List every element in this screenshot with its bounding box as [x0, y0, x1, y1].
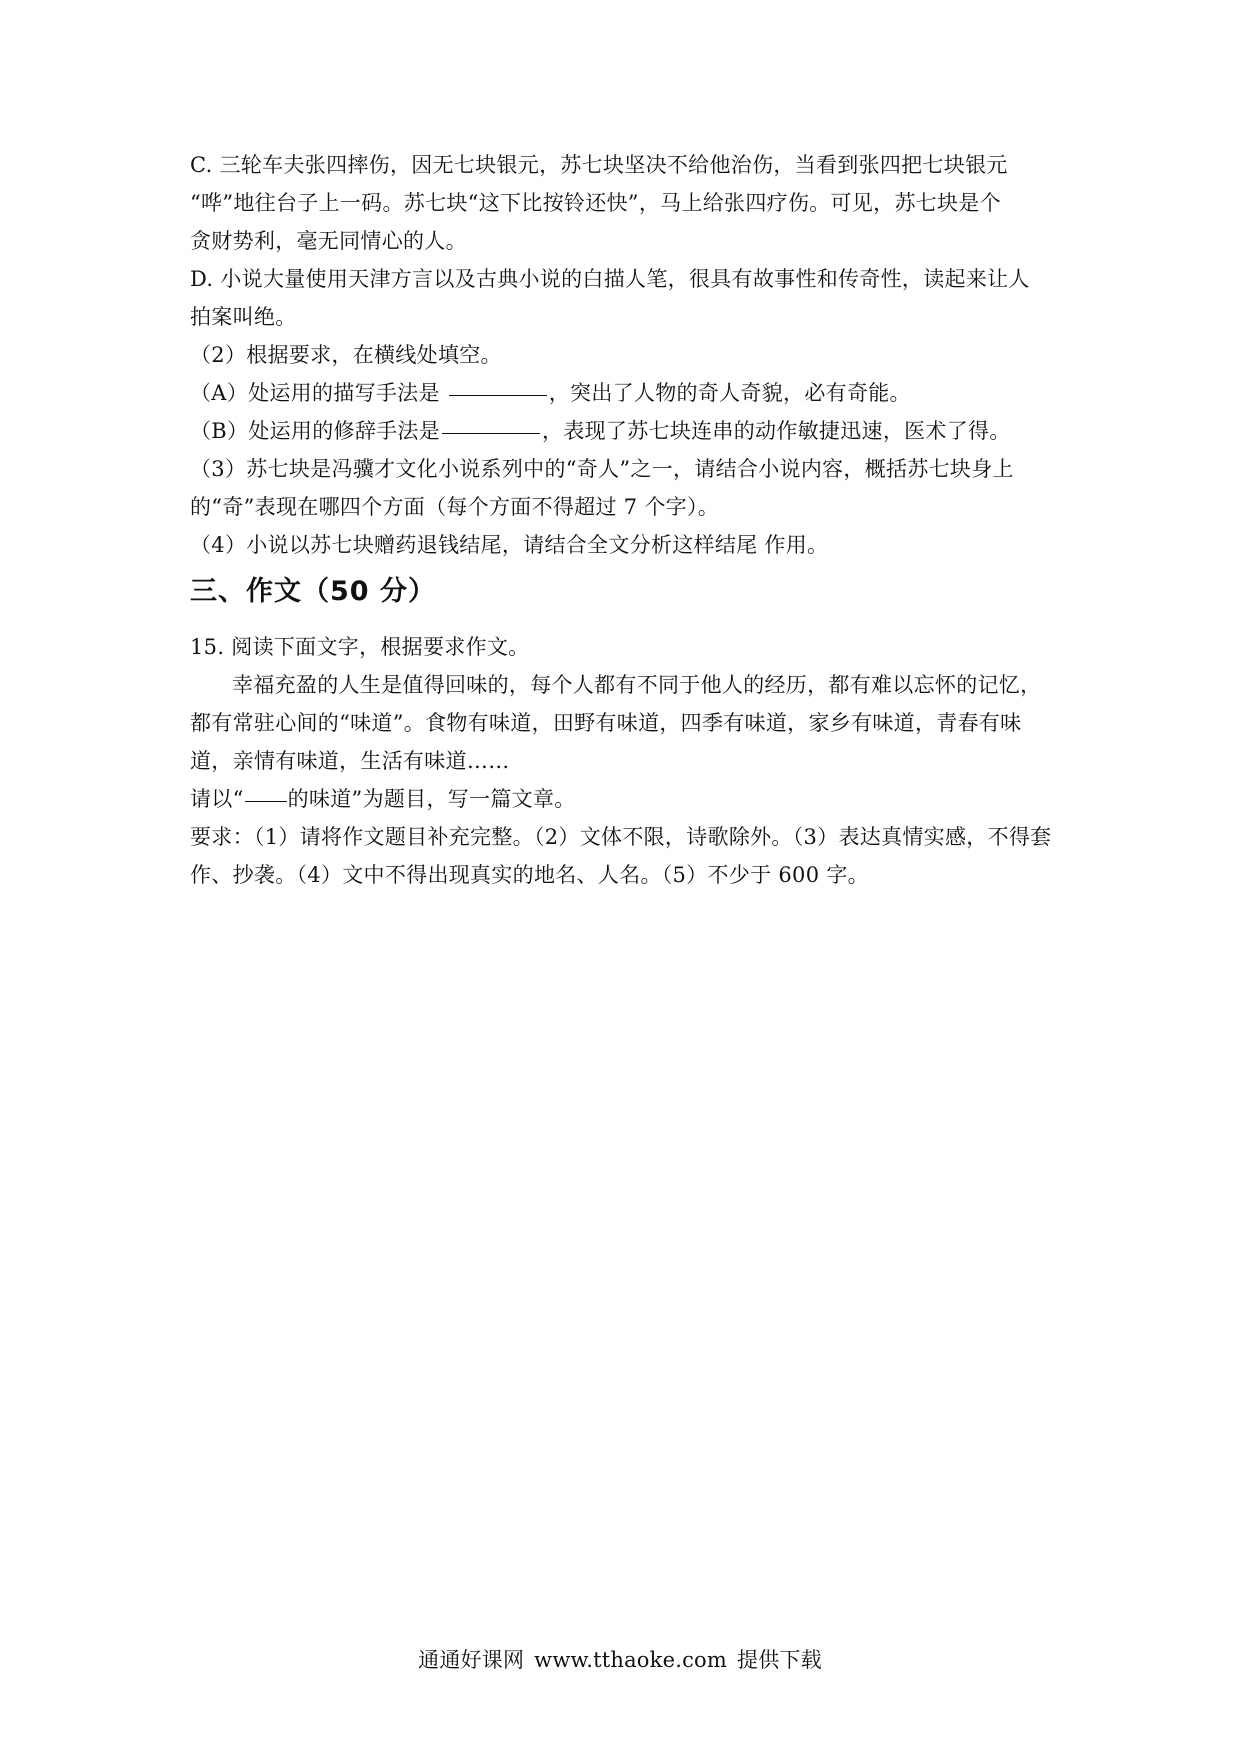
option-d-line-1: D. 小说大量使用天津方言以及古典小说的白描人笔，很具有故事性和传奇性，读起来让人 — [190, 267, 1030, 291]
page-footer — [0, 1646, 1240, 1674]
fill-a-suffix: ，突出了人物的奇人奇貌，必有奇能。 — [548, 381, 911, 405]
prompt-line-3: 道，亲情有味道，生活有味道…… — [190, 749, 510, 773]
option-c-line-1: C. 三轮车夫张四摔伤，因无七块银元，苏七块坚决不给他治伤，当看到张四把七块银元 — [190, 153, 1008, 177]
question-3-line-1: （3）苏七块是冯骥才文化小说系列中的“奇人”之一，请结合小说内容，概括苏七块身上 — [190, 457, 1014, 481]
fill-b-blank[interactable] — [442, 433, 540, 434]
footer-site-name: 通通好课网 — [418, 1648, 525, 1672]
prompt-line-2: 都有常驻心间的“味道”。食物有味道，田野有味道，四季有味道，家乡有味道，青春有味 — [190, 711, 1022, 735]
fill-b-suffix: ，表现了苏七块连串的动作敏捷迅速，医术了得。 — [542, 419, 1011, 443]
question-3-line-2: 的“奇”表现在哪四个方面（每个方面不得超过 7 个字）。 — [190, 495, 720, 519]
fill-a-prefix: （A）处运用的描写手法是 — [190, 381, 447, 405]
document-content — [190, 146, 1060, 894]
option-c-line-2: “哗”地往台子上一码。苏七块“这下比按铃还快”，马上给张四疗伤。可见，苏七块是个 — [190, 191, 1001, 215]
footer-provider-text: 提供下载 — [737, 1648, 822, 1672]
requirements-line-1: 要求：（1）请将作文题目补充完整。（2）文体不限，诗歌除外。（3）表达真情实感，不得套 — [190, 825, 1052, 849]
question-15-title: 15. 阅读下面文字，根据要求作文。 — [190, 635, 530, 659]
question-2-fill-a — [190, 374, 1060, 412]
title-suffix: 的味道”为题目，写一篇文章。 — [287, 787, 576, 811]
option-c-line-3: 贪财势利，毫无同情心的人。 — [190, 229, 467, 253]
fill-b-prefix: （B）处运用的修辞手法是 — [190, 419, 441, 443]
fill-a-blank[interactable] — [449, 395, 547, 396]
composition-title-instruction — [190, 780, 1060, 818]
question-2-fill-b — [190, 412, 1060, 450]
title-prefix: 请以“ — [190, 787, 244, 811]
question-4: （4）小说以苏七块赠药退钱结尾，请结合全文分析这样结尾 作用。 — [190, 533, 829, 557]
title-blank[interactable] — [245, 801, 287, 802]
prompt-line-1: 幸福充盈的人生是值得回味的，每个人都有不同于他人的经历，都有难以忘怀的记忆， — [232, 673, 1042, 697]
option-d-line-2: 拍案叫绝。 — [190, 305, 297, 329]
question-2-heading: （2）根据要求，在横线处填空。 — [190, 343, 502, 367]
footer-url[interactable]: www.tthaoke.com — [534, 1648, 727, 1672]
section-title-composition: 三、作文（50 分） — [190, 576, 436, 607]
requirements-line-2: 作、抄袭。（4）文中不得出现真实的地名、人名。（5）不少于 600 字。 — [190, 863, 869, 887]
section-spacer — [190, 616, 1060, 628]
